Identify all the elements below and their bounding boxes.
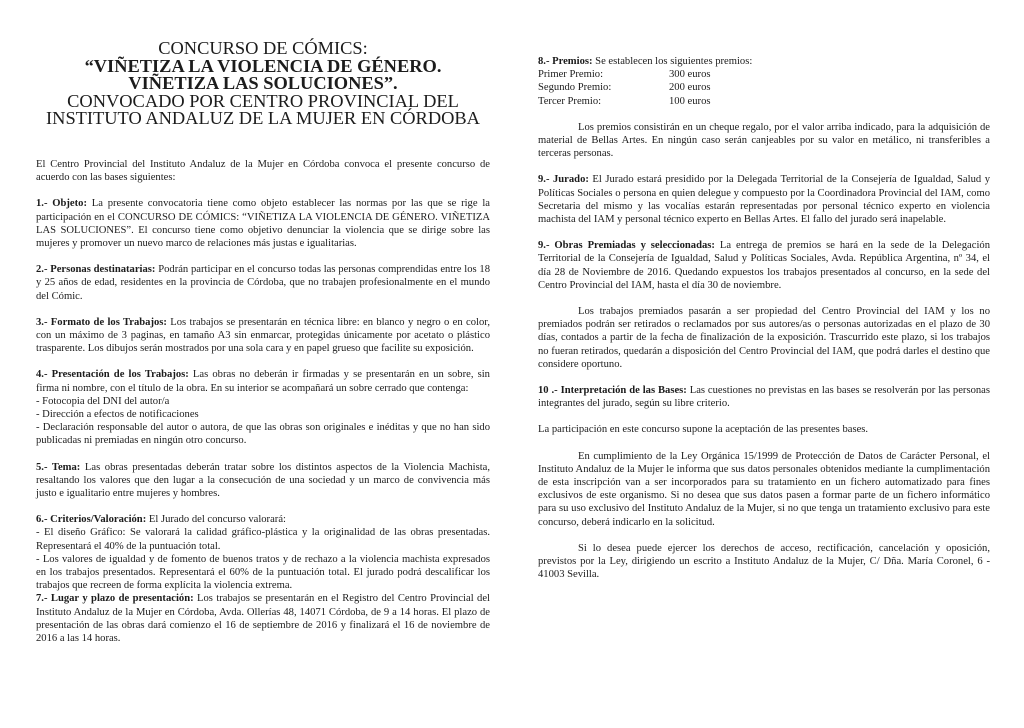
section-4-text: Las obras no deberán ir firmadas y se presentarán en un sobre, sin firma ni nombre, con el título de la obra. En su interior se acompañará un sobre cerrado que contenga: xyxy=(36,369,490,394)
privacy-paragraph: En cumplimiento de la Ley Orgánica 15/1999 de Protección de Datos de Carácter Personal, el Instituto Andaluz de la Mujer le informa que sus datos personales obtenidos mediante la cumplimentación de esta inscripción van a ser incorporados para su tratamiento en un fichero automatizado para fines exclusivos de este organismo. Si no desea que sus datos pasen a formar parte de un fichero informático para su uso exclusivo del Instituto Andaluz de la Mujer, si no que tenga un tratamiento exclusivo para este concurso, deberá indicarlo en la solicitud. xyxy=(538,450,990,528)
section-5-text: Las obras presentadas deberán tratar sobre los distintos aspectos de la Violencia Machista, resaltando los valores que den lugar a la consecución de una sociedad y un marco de convivencia más justo e igualitario entre mujeres y hombres. xyxy=(36,461,490,500)
title-line-5: INSTITUTO ANDALUZ DE LA MUJER EN CÓRDOBA xyxy=(46,108,480,129)
title-line-3: VIÑETIZA LAS SOLUCIONES”. xyxy=(128,73,398,94)
prize-amount: 300 euros xyxy=(669,69,711,81)
section-2-label: 2.- Personas destinatarias: xyxy=(36,264,156,276)
prize-name: Primer Premio: xyxy=(538,69,604,81)
section-8-label: 8.- Premios: xyxy=(538,56,593,67)
section-9b-label: 9.- Obras Premiadas y seleccionadas: xyxy=(538,240,715,252)
title-line-1: CONCURSO DE CÓMICS: xyxy=(158,38,368,58)
section-10-label: 10 .- Interpretación de las Bases: xyxy=(538,385,687,397)
title-line-4: CONVOCADO POR CENTRO PROVINCIAL DEL xyxy=(67,90,459,111)
prize-row xyxy=(538,95,768,108)
list-item: - Los valores de igualdad y de fomento de buenos tratos y de rechazo a la violencia machista expresados en los trabajos presentados. Representará el 60% de la puntuación total. El jurado podrá descalificar los trabajos que recreen de forma explícita la violencia extrema. xyxy=(36,553,490,592)
rights-paragraph: Si lo desea puede ejercer los derechos de acceso, rectificación, cancelación y oposición, previstos por la Ley, dirigiendo un escrito a Instituto Andaluz de la Mujer, C/ Dña. María Coronel, 6 - 41003 Sevilla. xyxy=(538,542,990,581)
section-4-label: 4.- Presentación de los Trabajos: xyxy=(36,369,189,381)
section-9a-text: El Jurado estará presidido por la Delegada Territorial de la Consejería de Igualdad, Salud y Políticas Sociales o persona en quien delegue y compuesto por la Coordinadora Provincial del IAM, como Secretaria del mismo y las vocalías estarán representadas por personal técnico experto en violencia machista del IAM y personal técnico experto en Bellas Artes. El fallo del jurado será inapelable. xyxy=(538,174,990,226)
prize-amount: 100 euros xyxy=(669,95,711,107)
section-3-label: 3.- Formato de los Trabajos: xyxy=(36,316,167,328)
prize-row xyxy=(538,81,768,94)
document-title xyxy=(36,40,490,128)
section-9-obras-premiadas xyxy=(538,239,990,292)
section-7-text: Los trabajos se presentarán en el Registro del Centro Provincial del Instituto Andaluz de la Mujer en Córdoba, Avda. Ollerías 48, 14071 Córdoba, de 9 a 14 horas. El plazo de presentación de las obras dará comienzo el 16 de septiembre de 2016 y finalizará el 16 de noviembre de 2016 a las 14 horas. xyxy=(36,593,491,645)
section-10-interpretacion xyxy=(538,384,990,410)
prize-name: Tercer Premio: xyxy=(538,95,602,107)
section-3-text: Los trabajos se presentarán en técnica libre: en blanco y negro o en color, con un máximo de 3 paginas, en tamaño A3 sin enmarcar, protegidas únicamente por acetato o plástico trasparente. Los dibujos serán mostrados por una sola cara y en papel grueso que facilite su exposición. xyxy=(36,316,490,355)
section-5-tema xyxy=(36,461,490,501)
list-item: - Declaración responsable del autor o autora, de que las obras son originales e inéditas y que no han sido publicadas ni premiadas en ningún otro concurso. xyxy=(36,422,490,447)
prize-name: Segundo Premio: xyxy=(538,82,612,94)
prize-row xyxy=(538,68,768,81)
list-item: - Dirección a efectos de notificaciones xyxy=(36,409,199,421)
section-6-text: El Jurado del concurso valorará: xyxy=(146,514,286,526)
section-9a-label: 9.- Jurado: xyxy=(538,174,589,186)
section-1-objeto xyxy=(36,197,490,250)
prize-amount: 200 euros xyxy=(669,82,711,94)
section-1-label: 1.- Objeto: xyxy=(36,198,87,210)
section-2-text: Podrán participar en el concurso todas las personas comprendidas entre los 18 y 25 años de edad, residentes en la provincia de Córdoba, que no trabajen profesionalmente en el mundo del Cómic. xyxy=(36,264,491,302)
section-8-note: Los premios consistirán en un cheque regalo, por el valor arriba indicado, para la adquisición de material de Bellas Artes. En ningún caso serán canjeables por su valor en metálico, ni transferibles a terceras personas. xyxy=(538,121,990,160)
title-line-2: “VIÑETIZA LA VIOLENCIA DE GÉNERO. xyxy=(84,55,442,76)
section-6-criterios xyxy=(36,513,490,526)
section-9b-text: La entrega de premios se hará en la sede de la Delegación Territorial de la Consejería de Igualdad, Salud y Políticas Sociales, Avda. República Argentina, nº 34, el día 28 de Noviembre de 2016. Quedando expuestos los trabajos presentados al concurso, en la sede del Centro Provincial del IAM, hasta el día 30 de noviembre. xyxy=(538,240,990,291)
section-10-text: Las cuestiones no previstas en las bases se resolverán por las personas integrantes del jurado, según su libre criterio. xyxy=(538,385,990,410)
section-7-label: 7.- Lugar y plazo de presentación: xyxy=(36,593,194,605)
section-2-personas xyxy=(36,263,490,303)
intro-paragraph: El Centro Provincial del Instituto Andaluz de la Mujer en Córdoba convoca el presente concurso de acuerdo con las bases siguientes: xyxy=(36,158,490,184)
section-8-premios xyxy=(538,55,990,68)
section-1-text: La presente convocatoria tiene como objeto establecer las normas por las que se rige la participación en el CONCURSO DE CÓMICS: “VIÑETIZA LA VIOLENCIA DE GÉNERO. VIÑETIZA LAS SOLUCIONES”. El concurso tiene como objetivo denunciar la violencia que se dirige sobre las mujeres y promover un nuevo marco de relaciones más justas e igualitarias. xyxy=(36,198,490,249)
list-item: - Fotocopia del DNI del autor/a xyxy=(36,395,170,407)
section-9-jurado xyxy=(538,173,990,226)
section-6-label: 6.- Criterios/Valoración: xyxy=(36,514,147,526)
right-column xyxy=(538,0,990,582)
participation-paragraph: La participación en este concurso supone la aceptación de las presentes bases. xyxy=(538,424,869,436)
left-column xyxy=(36,0,490,645)
section-4-presentacion xyxy=(36,368,490,394)
section-8-text: Se establecen los siguientes premios: xyxy=(592,56,753,67)
section-9b-note: Los trabajos premiados pasarán a ser propiedad del Centro Provincial del IAM y los no premiados podrán ser retirados o reclamados por sus autores/as o personas autorizadas en el plazo de 30 días, contados a partir de la fecha de finalización de la exposición. Trascurrido este plazo, si los trabajos no fueran retirados, quedarán a disposición del Centro Provincial del IAM, que podrá darles el destino que considere oportuno. xyxy=(538,306,990,370)
section-3-formato xyxy=(36,316,490,356)
section-5-label: 5.- Tema: xyxy=(36,461,81,473)
list-item: - El diseño Gráfico: Se valorará la calidad gráfico-plástica y la originalidad de las obras presentadas. Representará el 40% de la puntuación total. xyxy=(36,527,490,552)
section-7-lugar xyxy=(36,592,490,645)
